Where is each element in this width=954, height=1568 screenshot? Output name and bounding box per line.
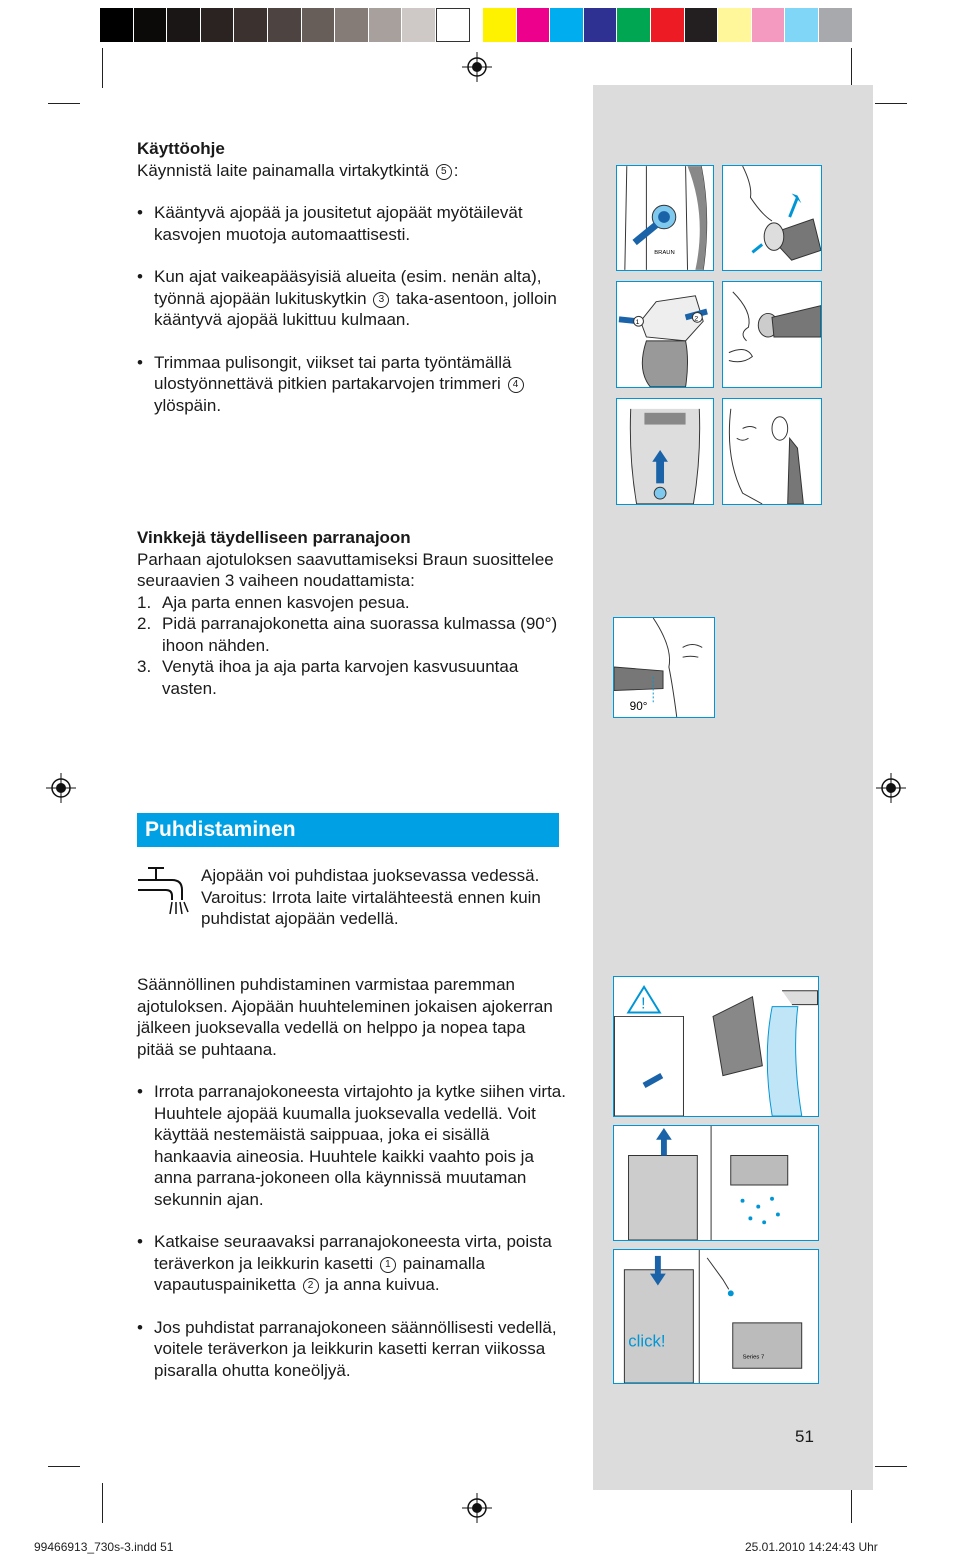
color-swatch [100,8,134,42]
figure-trimmer-up [616,398,714,505]
figure-number: 1 [635,319,640,327]
color-swatch [752,8,786,42]
color-swatch [369,8,403,42]
color-swatch [234,8,268,42]
figure-rinse-water [613,976,819,1117]
figure-lock-switch [616,281,714,388]
color-swatch [617,8,651,42]
color-swatch [201,8,235,42]
crop-mark [102,48,103,88]
tips-section [137,527,567,699]
crop-mark [48,1466,80,1467]
usage-intro-colon: : [453,160,459,180]
crop-mark [102,1483,103,1523]
figure-90-degree-angle [613,617,715,718]
cleaning-heading: Puhdistaminen [137,813,559,847]
figure-remove-cassette [613,1125,819,1241]
tap-note-1: Ajopään voi puhdistaa juoksevassa vedessä. [201,866,540,885]
footer-right: 25.01.2010 14:24:43 Uhr [745,1540,878,1554]
usage-section [137,138,567,416]
usage-bullet-2 [137,266,567,331]
cleaning-bullet-2-end: ja anna kuivua. [325,1275,440,1294]
crop-mark [48,103,80,104]
circled-number: 2 [303,1278,319,1294]
figure-power-switch [616,165,714,271]
tap-notes [201,865,561,930]
color-swatch [785,8,819,42]
cleaning-section [137,974,567,1381]
usage-title: Käyttöohje [137,139,225,158]
figure-sideburn-trim [722,398,822,505]
tips-step [137,613,567,656]
crop-mark [851,48,852,88]
cleaning-para: Säännöllinen puhdistaminen varmistaa paremman ajotuloksen. Ajopään huuhteleminen jokaisen ajokerran jälkeen juoksevalla vedellä on helppo ja nopea tapa pitää se puhtaana. [137,975,553,1059]
usage-bullet-3 [137,352,567,417]
cleaning-bullet-3: • Jos puhdistat parranajokoneen säännöllisesti vedellä, voitele teräverkon ja leikkurin kasetti kerran viikossa pisaralla ohutta koneöljyä. [137,1317,567,1382]
color-swatch [167,8,201,42]
warning-mark: ! [641,995,646,1013]
angle-label: 90° [629,700,648,714]
color-swatch [685,8,719,42]
figure-oil-and-click [613,1249,819,1384]
color-swatch [819,8,853,42]
usage-bullet-1: • Kääntyvä ajopää ja jousitetut ajopäät myötäilevät kasvojen muotoja automaattisesti. [137,202,567,245]
color-bar-color [483,8,853,42]
crop-mark [875,1466,907,1467]
footer-left: 99466913_730s-3.indd 51 [34,1540,174,1554]
color-swatch [651,8,685,42]
step-text: Venytä ihoa ja aja parta karvojen kasvusuuntaa vasten. [162,657,519,698]
series-label: Series 7 [742,1354,765,1361]
registration-mark-icon [876,773,906,803]
registration-mark-icon [462,52,492,82]
crop-mark [875,103,907,104]
cleaning-bullet-2-mid: painamalla vapautuspainiketta [154,1253,485,1294]
color-swatch [584,8,618,42]
color-swatch [335,8,369,42]
color-swatch [483,8,517,42]
usage-bullet-3-text: Trimmaa pulisongit, viikset tai parta työntämällä ulostyönnettävä pitkien partakarvojen trimmeri [154,352,512,393]
tips-intro: Parhaan ajotuloksen saavuttamiseksi Braun suosittelee seuraavien 3 vaiheen noudattamista: [137,549,554,590]
step-number: 3. [137,657,152,676]
tips-step [137,656,567,699]
usage-bullet-3-text-end: ylöspäin. [154,395,222,415]
color-swatch [550,8,584,42]
color-swatch [436,8,470,42]
water-tap-icon [136,866,190,922]
circled-number: 5 [436,164,452,180]
circled-number: 4 [508,377,524,393]
tips-title: Vinkkejä täydelliseen parranajoon [137,528,411,547]
tips-step [137,592,567,614]
step-number: 2. [137,614,152,633]
cleaning-bullet-2 [137,1231,567,1296]
figure-under-nose [722,281,822,388]
color-swatch [402,8,436,42]
click-label: click! [628,1331,666,1351]
color-swatch [268,8,302,42]
color-bar-gray [100,8,470,42]
registration-mark-icon [462,1493,492,1523]
brand-label: BRAUN [654,250,675,257]
circled-number: 3 [373,292,389,308]
registration-mark-icon [46,773,76,803]
color-swatch [134,8,168,42]
color-swatch [718,8,752,42]
step-text: Pidä parranajokonetta aina suorassa kulmassa (90°) ihoon nähden. [162,614,558,655]
figure-nose-shaving [722,165,822,271]
color-swatch [302,8,336,42]
page-number: 51 [795,1427,814,1446]
circled-number: 1 [380,1257,396,1273]
usage-bullet-2-text: Kun ajat vaikeapääsyisiä alueita (esim. nenän alta), työnnä ajopään lukituskytkin [154,267,542,308]
usage-bullet-2-text-end: taka-asentoon, jolloin kääntyvä ajopää lukittuu kulmaan. [154,288,557,329]
cleaning-bullet-1: • Irrota parranajokoneesta virtajohto ja kytke siihen virta. Huuhtele ajopää kuumalla juoksevalla vedellä. Voit käyttää nestemäistä saippuaa, joka ei sisällä hankaavia aineosia. Huuhtele kaikki vaahto pois ja anna parrana-jokoneen olla käynnissä muutaman sekunnin ajan. [137,1081,567,1210]
usage-intro [137,160,567,182]
step-number: 1. [137,592,152,612]
usage-intro-text: Käynnistä laite painamalla virtakytkintä [137,160,429,180]
color-swatch [517,8,551,42]
tap-note-2: Varoitus: Irrota laite virtalähteestä ennen kuin puhdistat ajopään vedellä. [201,887,541,928]
cleaning-bullet-2-text: Katkaise seuraavaksi parranajokoneesta virta, poista teräverkon ja leikkurin kasetti [154,1232,552,1273]
step-text: Aja parta ennen kasvojen pesua. [162,592,410,612]
figure-number: 2 [694,315,699,323]
